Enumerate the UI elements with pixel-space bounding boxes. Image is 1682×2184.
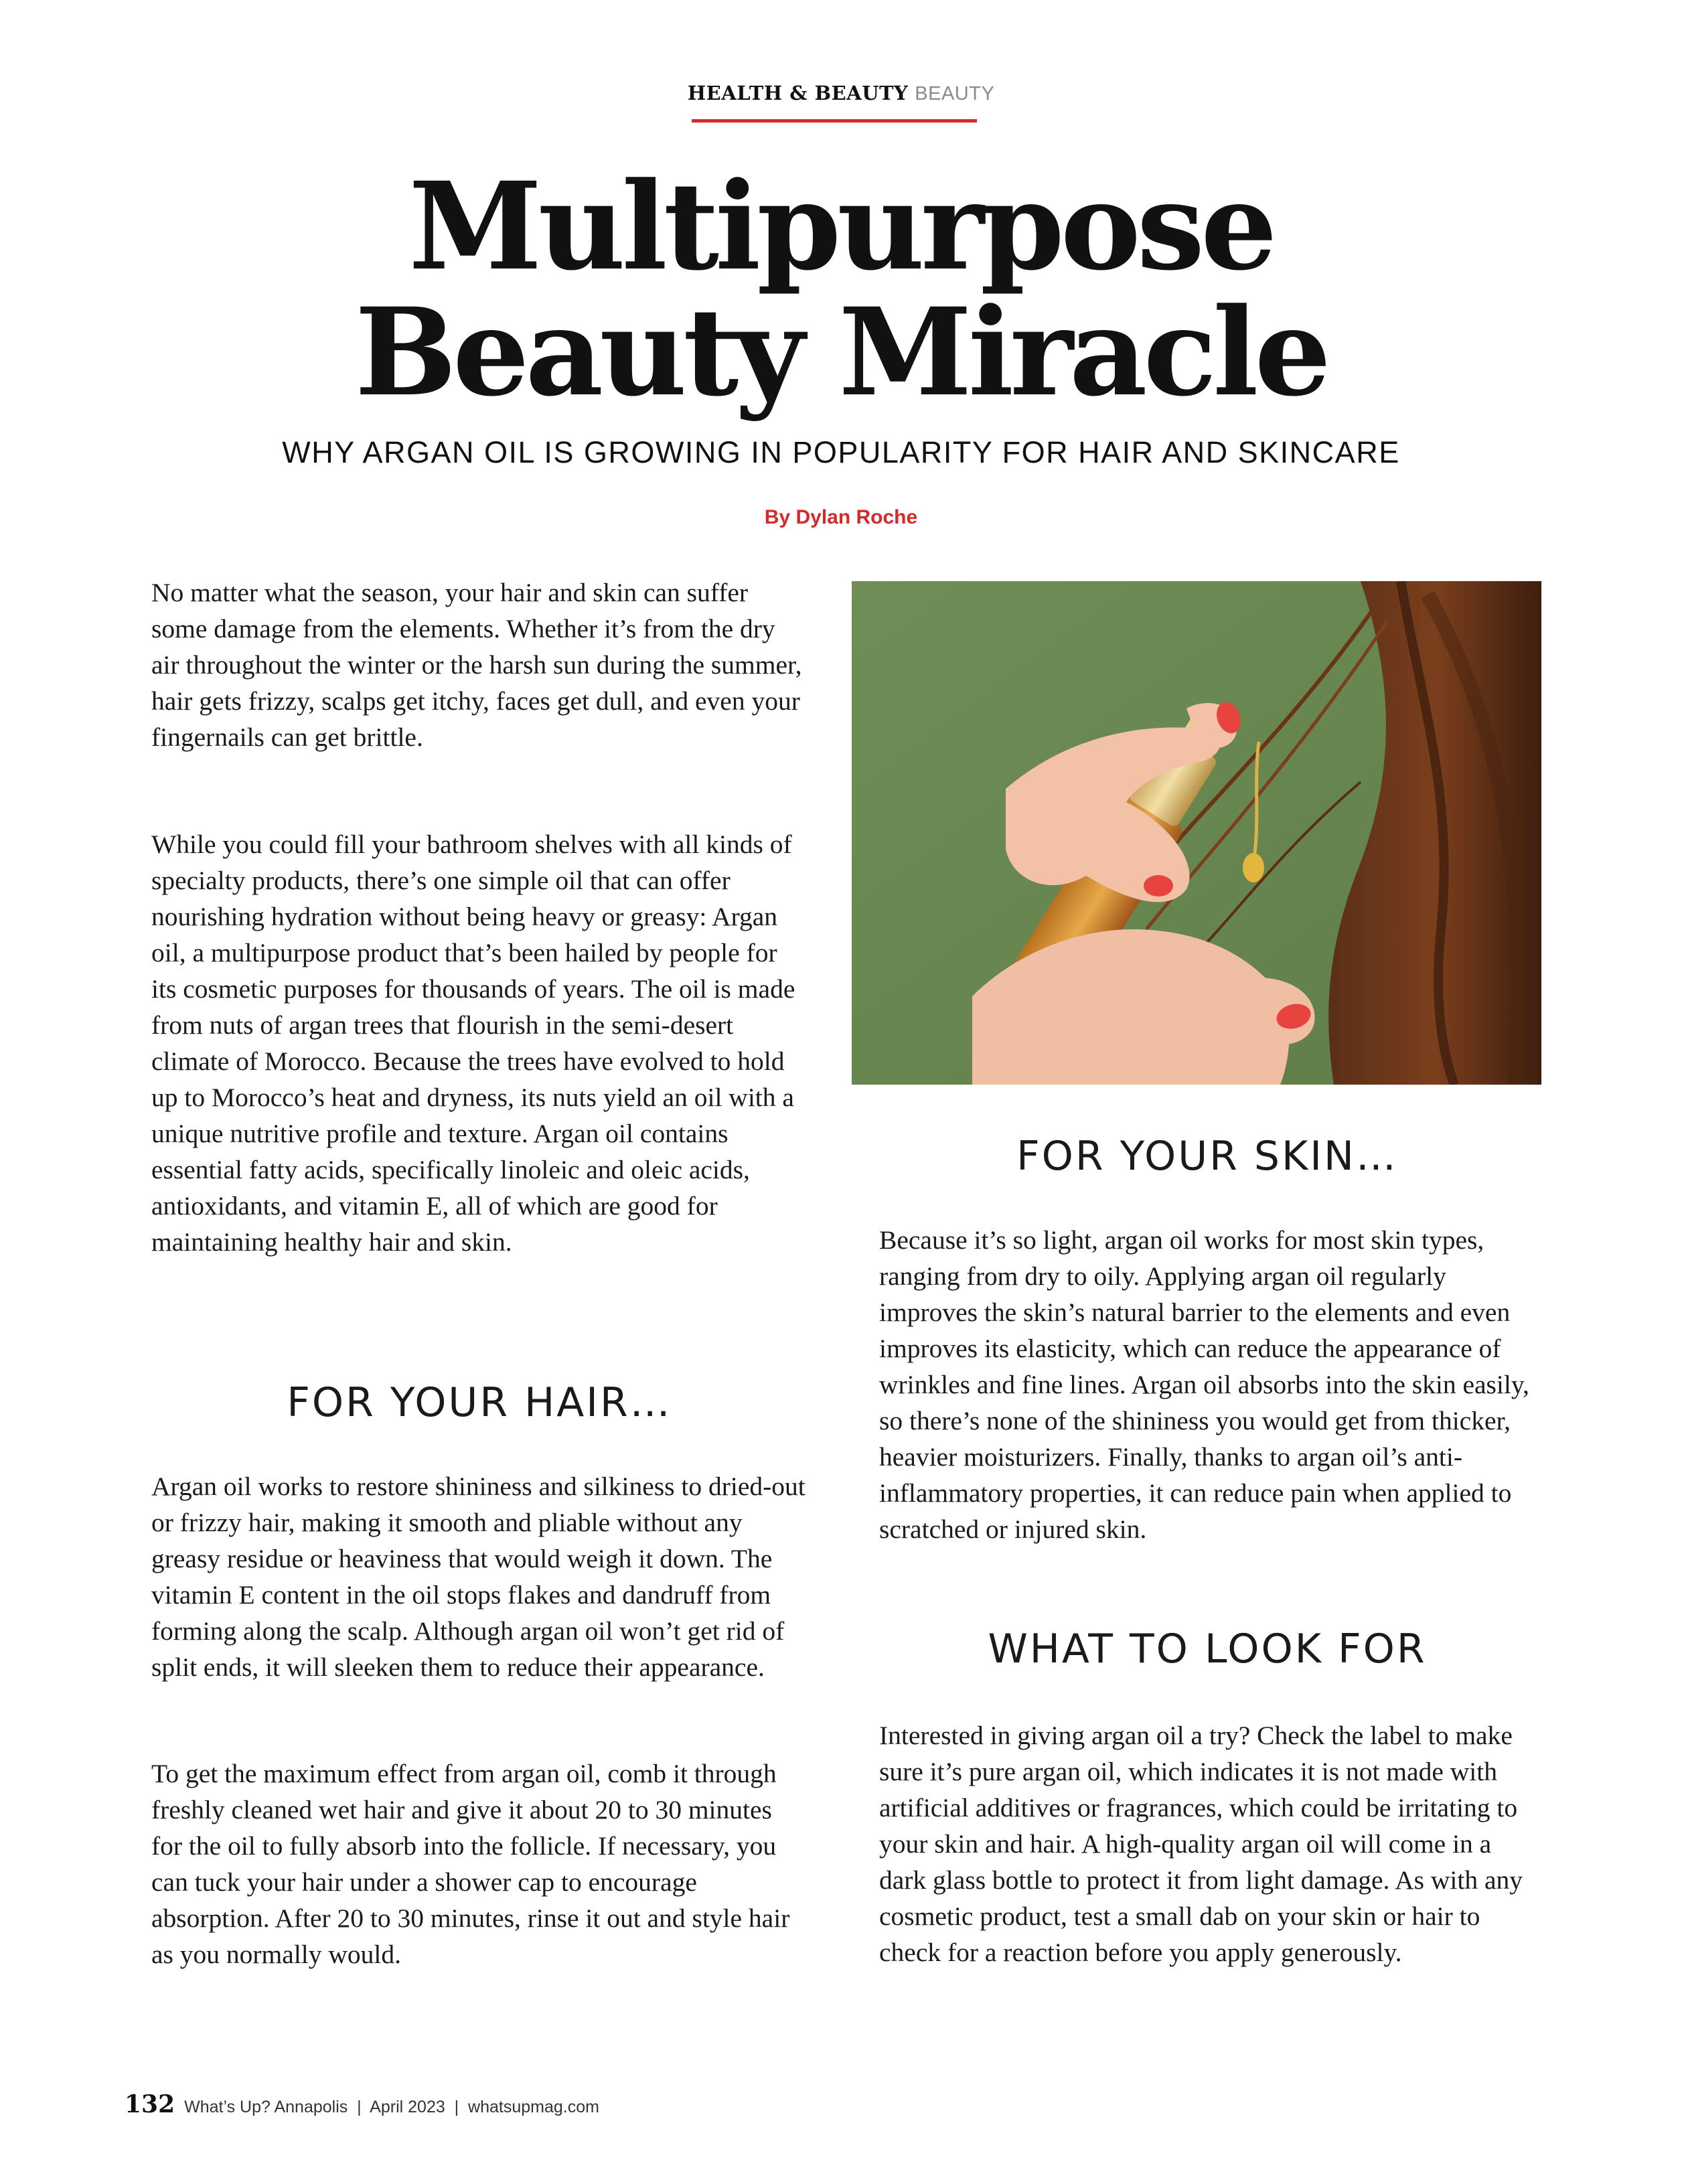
argan-oil-photo	[852, 581, 1541, 1085]
skin-heading: FOR YOUR SKIN…	[1016, 1133, 1398, 1180]
skin-paragraph-1: Because it’s so light, argan oil works for most skin types, ranging from dry to oily. Applying argan oil regularly improves the skin’s natural barrier to the elements and even improves its elasticity, which can reduce the appearance of wrinkles and fine lines. Argan oil absorbs into the skin easily, so there’s none of the shininess you would get from thicker, heavier moisturizers. Finally, thanks to argan oil’s anti-inflammatory properties, it can reduce pain when applied to scratched or injured skin.	[879, 1225, 1529, 1544]
hands-applying-oil-illustration	[852, 581, 1541, 1085]
footer-info: What’s Up? Annapolis | April 2023 | whatsupmag.com	[184, 2098, 599, 2116]
hair-heading: FOR YOUR HAIR…	[287, 1379, 672, 1426]
hair-paragraph-2: To get the maximum effect from argan oil, comb it through freshly cleaned wet hair and give it about 20 to 30 minutes for the oil to fully absorb into the follicle. If necessary, you can tuck your hair under a shower cap to encourage absorption. After 20 to 30 minutes, rinse it out and style hair as you normally would.	[151, 1759, 790, 1969]
section-kicker	[0, 82, 1682, 105]
intro-paragraph-1: No matter what the season, your hair and skin can suffer some damage from the elements. Whether it’s from the dry air throughout the winter or the harsh sun during the summer, hair gets frizzy, scalps get itchy, faces get dull, and even your fingernails can get brittle.	[151, 578, 802, 752]
article-subtitle: WHY ARGAN OIL IS GROWING IN POPULARITY FOR HAIR AND SKINCARE	[282, 435, 1400, 469]
article-title	[0, 156, 1682, 423]
title-line-1: Multipurpose	[408, 156, 1274, 297]
subsection-label: BEAUTY	[915, 83, 995, 104]
byline: By Dylan Roche	[764, 506, 918, 528]
hair-paragraph-1: Argan oil works to restore shininess and silkiness to dried-out or frizzy hair, making it smooth and pliable without any greasy residue or heaviness that would weigh it down. The vitamin E content in the oil stops flakes and dandruff from forming along the scalp. Although argan oil won’t get rid of split ends, it will sleeken them to reduce their appearance.	[151, 1472, 806, 1682]
kicker-underline	[692, 119, 977, 123]
page-footer	[125, 2090, 599, 2118]
look-heading: WHAT TO LOOK FOR	[988, 1626, 1427, 1672]
section-label: HEALTH & BEAUTY	[687, 82, 909, 104]
page-number: 132	[125, 2090, 175, 2118]
intro-paragraph-2: While you could fill your bathroom shelves with all kinds of specialty products, there’s one simple oil that can offer nourishing hydration without being heavy or greasy: Argan oil, a multipurpose product that’s been hailed by people for its cosmetic purposes for thousands of years. The oil is made from nuts of argan trees that flourish in the semi-desert climate of Morocco. Because the trees have evolved to hold up to Morocco’s heat and dryness, its nuts yield an oil with a unique nutritive profile and texture. Argan oil contains essential fatty acids, specifically linoleic and oleic acids, antioxidants, and vitamin E, all of which are good for maintaining healthy hair and skin.	[151, 830, 795, 1257]
look-paragraph-1: Interested in giving argan oil a try? Check the label to make sure it’s pure argan oil, which indicates it is not made with artificial additives or fragrances, which could be irritating to your skin and hair. A high-quality argan oil will come in a dark glass bottle to protect it from light damage. As with any cosmetic product, test a small dab on your skin or hair to check for a reaction before you apply generously.	[879, 1721, 1523, 1967]
title-line-2: Beauty Miracle	[354, 282, 1328, 423]
